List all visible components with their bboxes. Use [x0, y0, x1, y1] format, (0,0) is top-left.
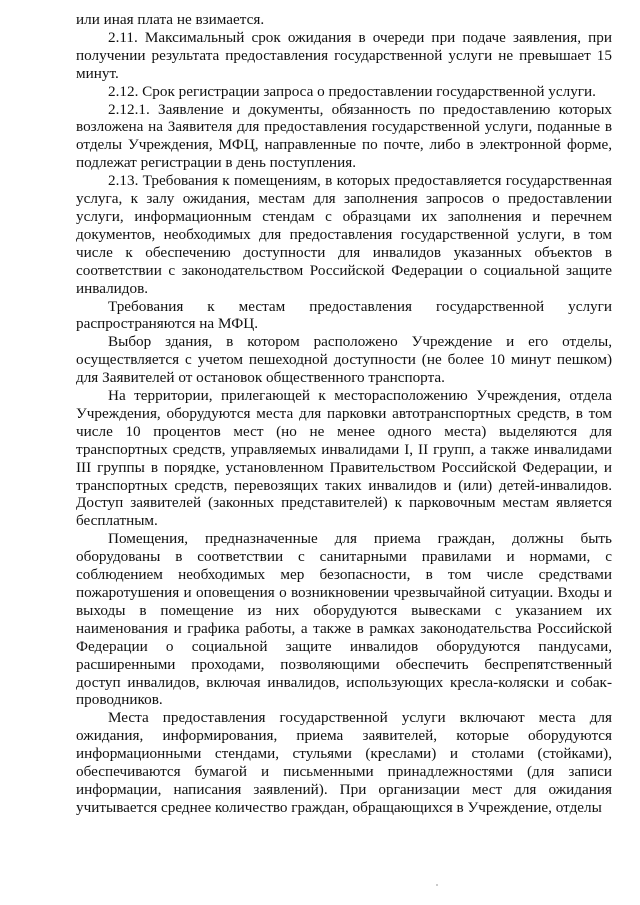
paragraph-building-choice: Выбор здания, в котором расположено Учреждение и его отделы, осуществляется с учетом пешеходной доступности (не более 10 минут пешком) для Заявителей от остановок общественного транспорта.	[76, 333, 612, 387]
paragraph-mfc-requirements: Требования к местам предоставления государственной услуги распространяются на МФЦ.	[76, 297, 612, 333]
paragraph-parking: На территории, прилегающей к месторасположению Учреждения, отдела Учреждения, оборудуются места для парковки автотранспортных средств, в том числе 10 процентов мест (но не менее одного места) выделяются для транспортных средств, управляемых инвалидами I, II групп, а также инвалидами III группы в порядке, установленном Правительством Российской Федерации, и транспортных средств, перевозящих таких инвалидов и (или) детей-инвалидов. Доступ заявителей (законных представителей) к парковочным местам является бесплатным.	[76, 387, 612, 530]
paragraph-2-11: 2.11. Максимальный срок ожидания в очереди при подаче заявления, при получении результата предоставления государственной услуги не превышает 15 минут.	[76, 28, 612, 82]
paragraph-premises: Помещения, предназначенные для приема граждан, должны быть оборудованы в соответствии с санитарными правилами и нормами, с соблюдением необходимых мер безопасности, в том числе средствами пожаротушения и оповещения о возникновении чрезвычайной ситуации. Входы и выходы в помещение из них оборудуются вывесками с указанием их наименования и графика работы, а также в рамках законодательства Российской Федерации о социальной защите инвалидов оборудуются пандусами, расширенными проходами, позволяющими обеспечить беспрепятственный доступ инвалидов, включая инвалидов, использующих кресла-коляски и собак-проводников.	[76, 530, 612, 709]
scan-speck	[436, 884, 438, 886]
paragraph-service-places: Места предоставления государственной услуги включают места для ожидания, информирования, приема заявителей, которые оборудуются информационными стендами, стульями (креслами) и столами (стойками), обеспечиваются бумагой и письменными принадлежностями (для записи информации, написания заявлений). При организации мест для ожидания учитывается среднее количество граждан, обращающихся в Учреждение, отделы	[76, 709, 612, 816]
document-body	[76, 11, 612, 817]
paragraph-continuation: или иная плата не взимается.	[76, 11, 265, 28]
paragraph-2-12: 2.12. Срок регистрации запроса о предоставлении государственной услуги.	[108, 82, 596, 100]
paragraph-2-13: 2.13. Требования к помещениям, в которых предоставляется государственная услуга, к залу ожидания, местам для заполнения запросов о предоставлении услуги, информационным стендам с образцами их заполнения и перечнем документов, необходимых для предоставления государственной услуги, в том числе к обеспечению доступности для инвалидов указанных объектов в соответствии с законодательством Российской Федерации о социальной защите инвалидов.	[76, 172, 612, 297]
paragraph-2-12-1: 2.12.1. Заявление и документы, обязанность по предоставлению которых возложена на Заявителя для предоставления государственной услуги, поданные в отделы Учреждения, МФЦ, направленные по почте, либо в электронной форме, подлежат регистрации в день поступления.	[76, 100, 612, 172]
